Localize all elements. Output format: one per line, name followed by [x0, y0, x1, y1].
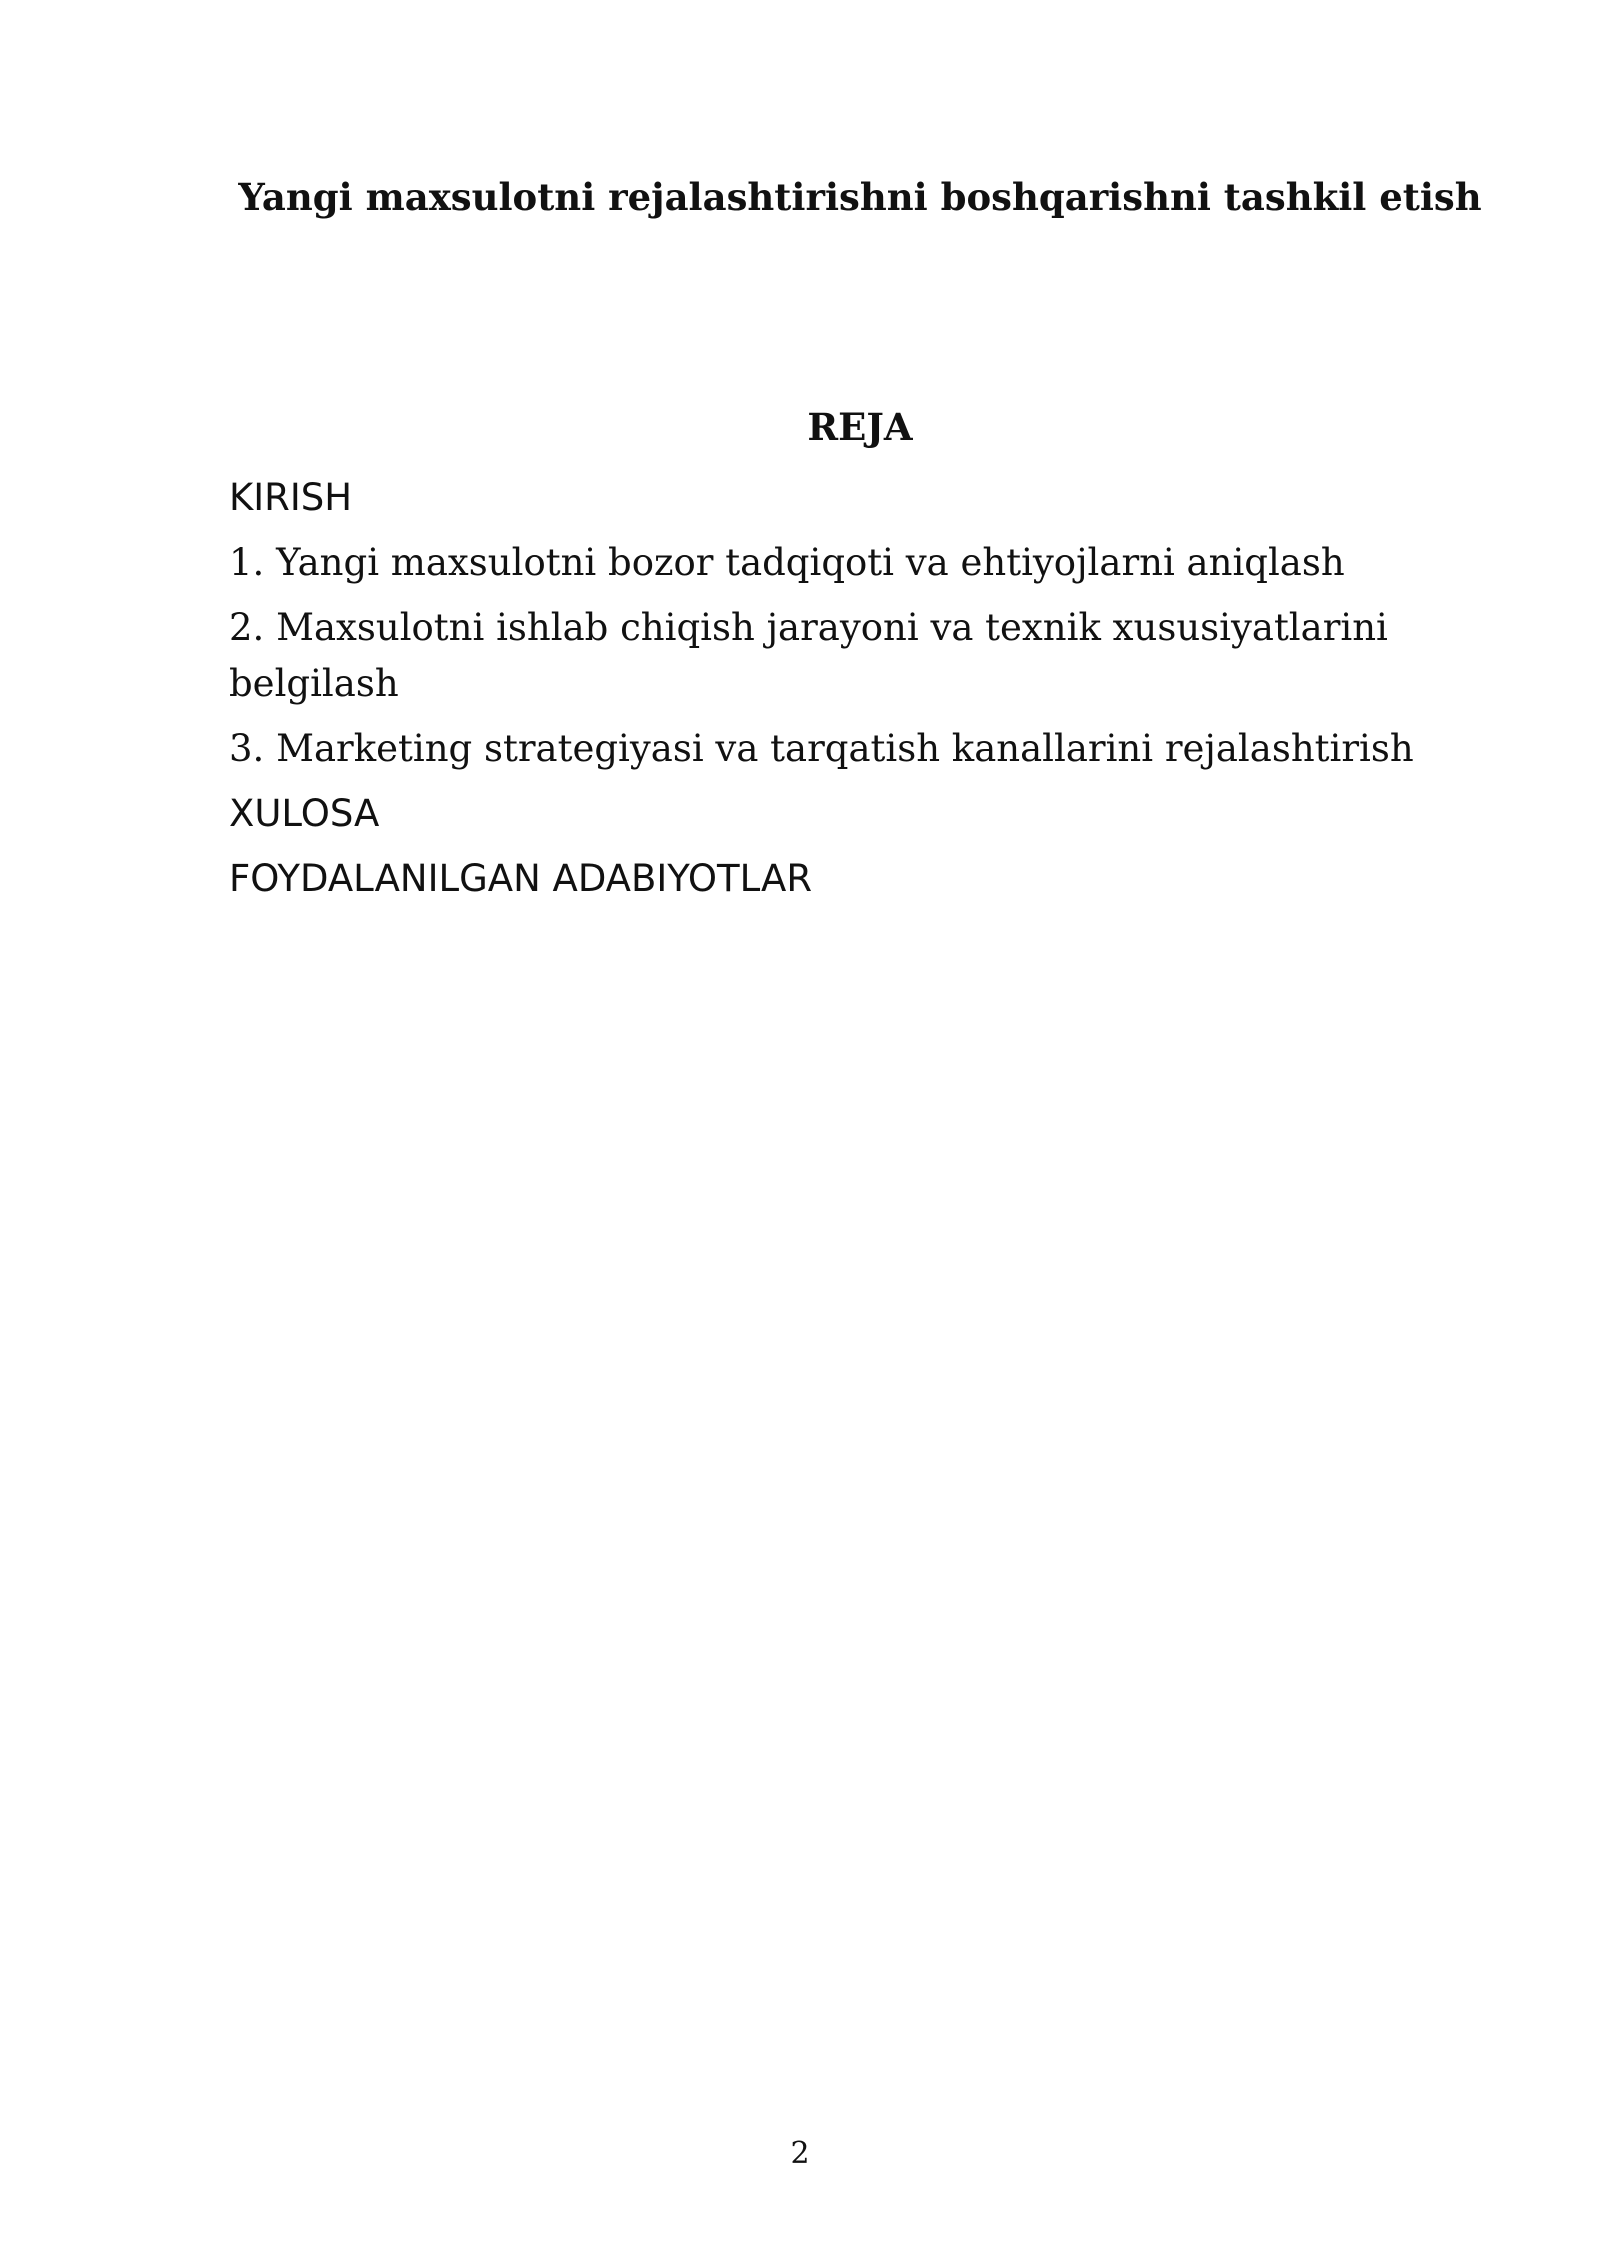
table-of-contents	[229, 470, 1494, 916]
toc-item-1: 1. Yangi maxsulotni bozor tadqiqoti va ehtiyojlarni aniqlash	[229, 541, 1345, 584]
toc-item-introduction: KIRISH	[229, 476, 353, 519]
document-title: Yangi maxsulotni rejalashtirishni boshqarishni tashkil etish	[238, 175, 1482, 219]
toc-item-conclusion: XULOSA	[229, 792, 380, 835]
page-number: 2	[790, 2136, 810, 2171]
toc-item-references: FOYDALANILGAN ADABIYOTLAR	[229, 857, 813, 900]
plan-heading: REJA	[807, 405, 913, 449]
toc-item-2: 2. Maxsulotni ishlab chiqish jarayoni va texnik xususiyatlarini belgilash	[229, 606, 1388, 705]
toc-item-3: 3. Marketing strategiyasi va tarqatish kanallarini rejalashtirish	[229, 727, 1414, 770]
